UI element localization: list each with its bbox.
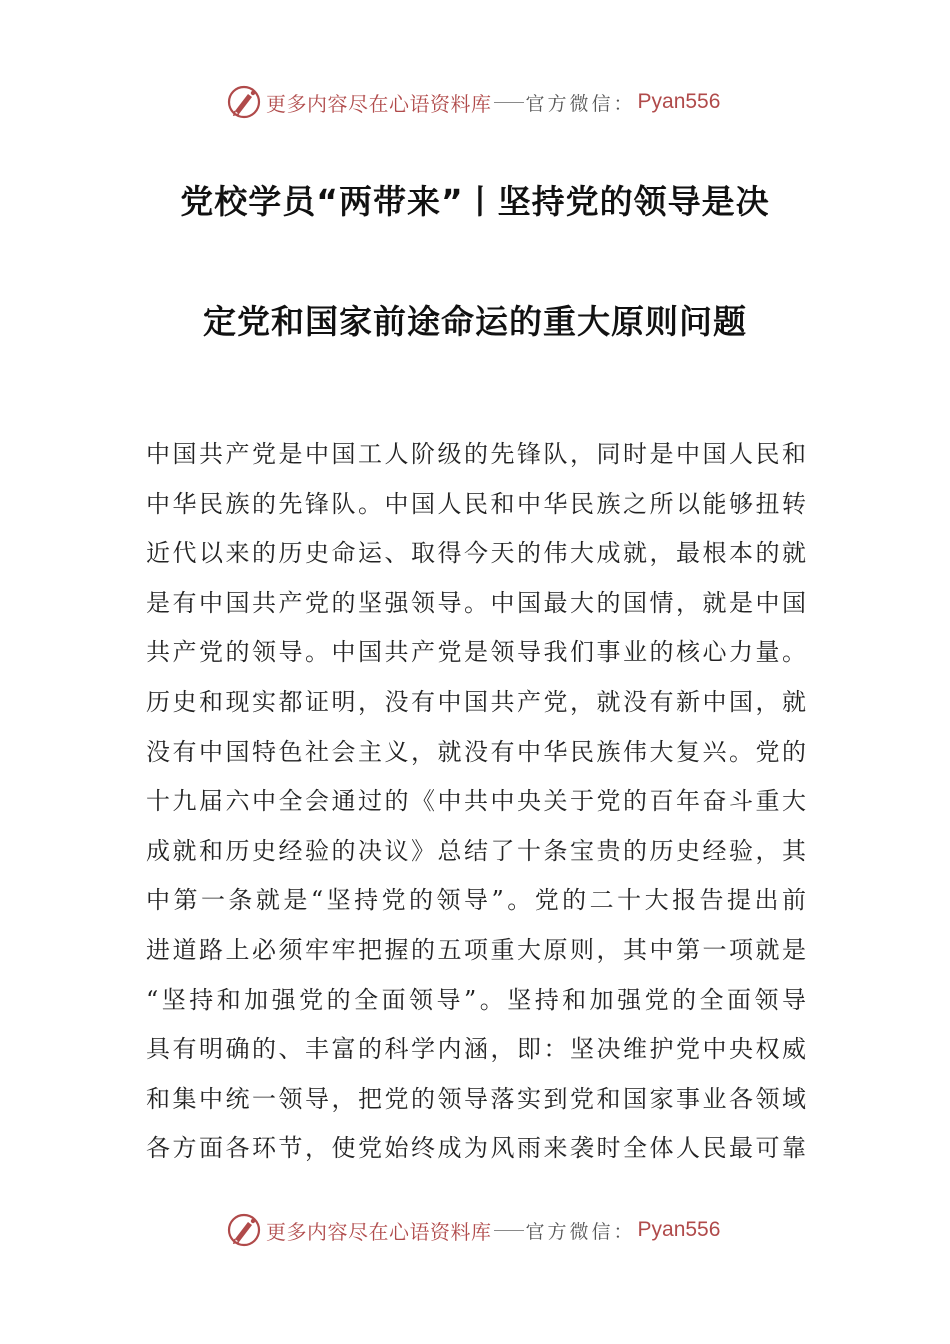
body-line: 进道路上必须牢牢把握的五项重大原则，其中第一项就是 bbox=[146, 935, 806, 964]
body-line: 各方面各环节，使党始终成为风雨来袭时全体人民最可靠 bbox=[146, 1134, 806, 1163]
pen-logo-icon bbox=[226, 1212, 262, 1248]
header-banner bbox=[226, 82, 720, 122]
body-line: 成就和历史经验的决议》总结了十条宝贵的历史经验，其 bbox=[146, 836, 806, 865]
banner-divider bbox=[494, 102, 524, 103]
body-line: 共产党的领导。中国共产党是领导我们事业的核心力量。 bbox=[146, 638, 806, 667]
body-line: 中第一条就是“坚持党的领导”。党的二十大报告提出前 bbox=[146, 886, 806, 915]
page-title-line-1: 党校学员“两带来”丨坚持党的领导是决 bbox=[180, 182, 770, 221]
body-line: 是有中国共产党的坚强领导。中国最大的国情，就是中国 bbox=[146, 588, 806, 617]
banner-text: 更多内容尽在心语资料库 bbox=[266, 1219, 492, 1244]
pen-logo-icon bbox=[226, 84, 262, 120]
body-line: “坚持和加强党的全面领导”。坚持和加强党的全面领导 bbox=[146, 985, 806, 1014]
banner-official-label: 官方微信： bbox=[525, 1220, 636, 1243]
banner-wechat-id: Pyan556 bbox=[637, 1218, 721, 1241]
banner-official-label: 官方微信： bbox=[525, 92, 636, 115]
body-line: 中国共产党是中国工人阶级的先锋队，同时是中国人民和 bbox=[146, 440, 806, 468]
banner-divider bbox=[494, 1230, 524, 1231]
body-line: 近代以来的历史命运、取得今天的伟大成就，最根本的就 bbox=[146, 539, 806, 568]
page-title-line-2: 定党和国家前途命运的重大原则问题 bbox=[203, 302, 747, 341]
body-line: 具有明确的、丰富的科学内涵，即：坚决维护党中央权威 bbox=[146, 1035, 806, 1064]
banner-text: 更多内容尽在心语资料库 bbox=[266, 91, 492, 116]
footer-banner bbox=[226, 1210, 720, 1250]
body-line: 中华民族的先锋队。中国人民和中华民族之所以能够扭转 bbox=[146, 489, 806, 518]
body-line: 和集中统一领导，把党的领导落实到党和国家事业各领域 bbox=[146, 1084, 806, 1113]
banner-wechat-id: Pyan556 bbox=[637, 90, 721, 113]
body-line: 没有中国特色社会主义，就没有中华民族伟大复兴。党的 bbox=[146, 737, 806, 766]
body-paragraph bbox=[146, 430, 806, 1174]
body-line: 历史和现实都证明，没有中国共产党，就没有新中国，就 bbox=[146, 687, 806, 716]
body-line: 十九届六中全会通过的《中共中央关于党的百年奋斗重大 bbox=[146, 787, 806, 816]
